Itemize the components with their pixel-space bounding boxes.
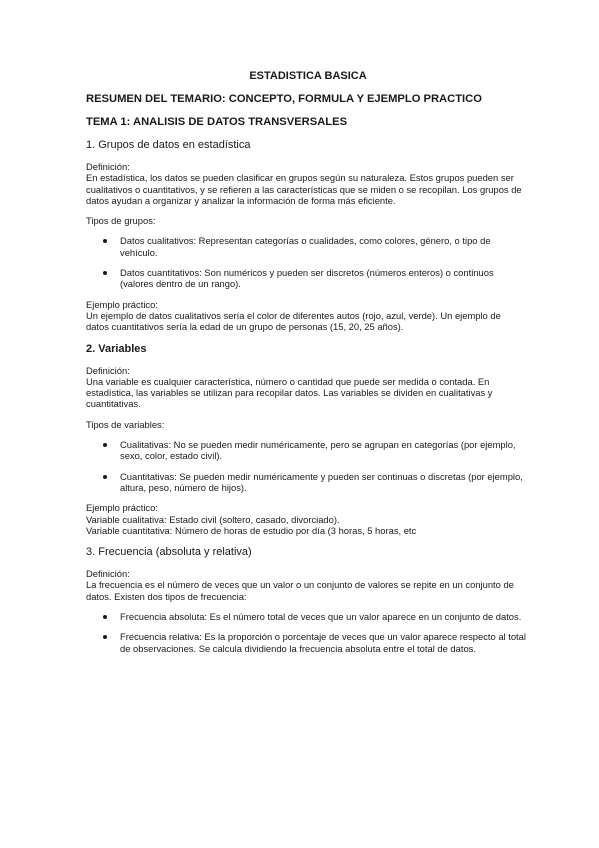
section-2-example-line-1: Variable cualitativa: Estado civil (soltero, casado, divorciado).	[86, 513, 340, 525]
section-3-bullet-list	[86, 611, 526, 654]
section-1-definition-label: Definición:	[86, 161, 130, 172]
list-item-text: Cuantitativas: Se pueden medir numéricamente y pueden ser continuas o discretas (por ejemplo, altura, peso, número de hijos).	[120, 470, 523, 493]
bullet-icon	[103, 271, 107, 275]
list-item-text: Frecuencia relativa: Es la proporción o porcentaje de veces que un valor aparece respecto al total de observaciones. Se calcula dividiendo la frecuencia absoluta entre el total de datos.	[120, 631, 526, 654]
section-1-heading: 1. Grupos de datos en estadística	[86, 139, 251, 151]
section-2-example-line-2: Variable cuantitativa: Número de horas de estudio por día (3 horas, 5 horas, etc	[86, 524, 417, 536]
list-item	[86, 471, 526, 494]
list-item-text: Datos cualitativos: Representan categorías o cualidades, como colores, género, o tipo de vehículo.	[120, 235, 491, 258]
section-1-bullet-list	[86, 235, 526, 289]
document-subtitle: RESUMEN DEL TEMARIO: CONCEPTO, FORMULA Y EJEMPLO PRACTICO	[86, 93, 482, 105]
section-3-heading: 3. Frecuencia (absoluta y relativa)	[86, 546, 252, 559]
section-3-definition-text: La frecuencia es el número de veces que un valor o un conjunto de valores se repite en un conjunto de datos. Existen dos tipos de frecuencia:	[86, 579, 514, 602]
list-item-text: Frecuencia absoluta: Es el número total de veces que un valor aparece en un conjunto de datos.	[120, 611, 522, 623]
section-3-definition-label: Definición:	[86, 568, 130, 580]
section-1-example-label: Ejemplo práctico:	[86, 298, 158, 310]
section-1-example-text: Un ejemplo de datos cualitativos sería el color de diferentes autos (rojo, azul, verde). Un ejemplo de datos cuantitativos sería la edad de un grupo de personas (15, 20, 25 años).	[86, 309, 501, 333]
section-1-types-label: Tipos de grupos:	[86, 215, 156, 227]
list-item-text: Datos cuantitativos: Son numéricos y pueden ser discretos (números enteros) o continuos (valores dentro de un rango).	[120, 267, 494, 290]
section-2-definition-label: Definición:	[86, 364, 130, 376]
list-item-text: Cualitativas: No se pueden medir numéricamente, pero se agrupan en categorías (por ejemplo, sexo, color, estado civil).	[120, 439, 516, 462]
list-item	[86, 439, 526, 462]
list-item	[86, 267, 526, 290]
tema-heading: TEMA 1: ANALISIS DE DATOS TRANSVERSALES	[86, 116, 348, 128]
list-item	[86, 631, 526, 654]
bullet-icon	[103, 475, 107, 479]
section-2-heading: 2. Variables	[86, 342, 147, 355]
bullet-icon	[103, 239, 107, 243]
bullet-icon	[103, 635, 107, 639]
document-title: ESTADISTICA BASICA	[249, 70, 367, 82]
bullet-icon	[103, 615, 107, 619]
section-2-types-label: Tipos de variables:	[86, 418, 165, 430]
list-item	[86, 235, 526, 258]
section-1-definition-text: En estadística, los datos se pueden clasificar en grupos según su naturaleza. Estos grupos pueden ser cualitativos o cuantitativos, y se refieren a las características que se miden o se recopilan. Los grupos de datos ayudan a organizar y analizar la información de forma más eficiente.	[86, 172, 522, 206]
document-body	[86, 69, 526, 663]
section-2-definition-text: Una variable es cualquier característica, número o cantidad que puede ser medida o contada. En estadística, las variables se utilizan para recopilar datos. Las variables se dividen en cualitativas y cuantitativas.	[86, 375, 493, 410]
list-item	[86, 611, 526, 622]
section-2-bullet-list	[86, 439, 526, 493]
section-2-example-label: Ejemplo práctico:	[86, 502, 158, 514]
bullet-icon	[103, 443, 107, 447]
